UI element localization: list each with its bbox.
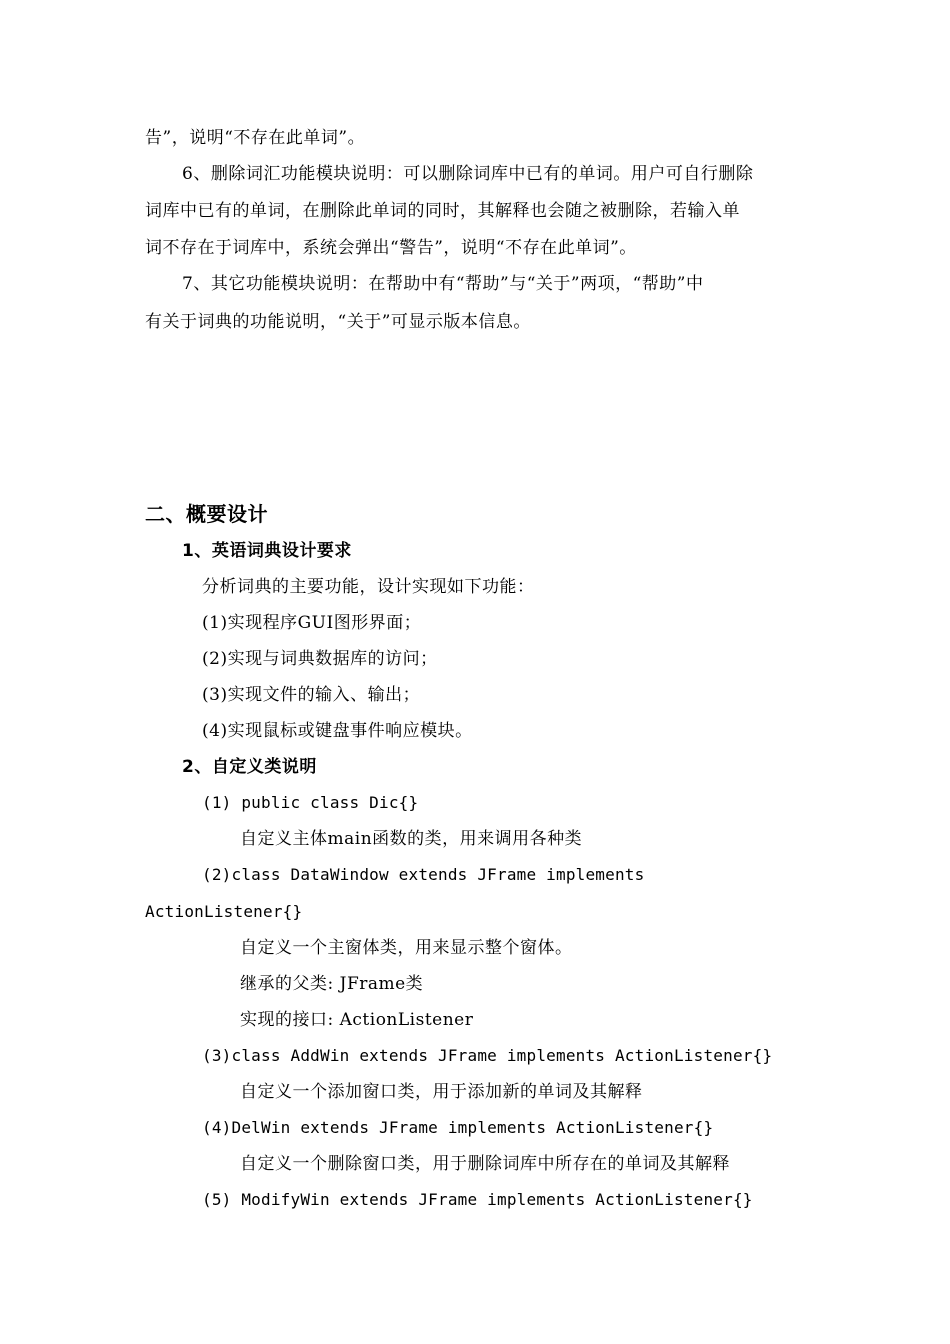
class-signature: (4)DelWin extends JFrame implements ActionListener{} [202,1118,714,1137]
paragraph-line: 7、其它功能模块说明：在帮助中有“帮助”与“关于”两项，“帮助”中 [182,274,704,294]
paragraph-line: 词库中已有的单词，在删除此单词的同时，其解释也会随之被删除，若输入单 [145,201,740,221]
list-item: (3)实现文件的输入、输出； [202,685,421,705]
subsection-heading: 2、自定义类说明 [182,757,317,777]
class-signature: (2)class DataWindow extends JFrame implements [202,865,645,884]
class-signature: (5) ModifyWin extends JFrame implements ActionListener{} [202,1190,753,1209]
paragraph-line: 告”，说明“不存在此单词”。 [145,128,366,148]
list-item: (1)实现程序GUI图形界面； [202,613,422,633]
paragraph-line: 6、删除词汇功能模块说明：可以删除词库中已有的单词。用户可自行删除 [182,164,754,184]
class-signature: ActionListener{} [145,902,303,921]
class-description: 自定义一个主窗体类，用来显示整个窗体。 [240,938,573,958]
class-parent: 继承的父类: JFrame类 [240,974,424,994]
class-description: 自定义一个添加窗口类，用于添加新的单词及其解释 [240,1082,643,1102]
class-interface: 实现的接口: ActionListener [240,1010,474,1030]
class-description: 自定义一个删除窗口类，用于删除词库中所存在的单词及其解释 [240,1154,730,1174]
class-signature: (1) public class Dic{} [202,793,419,812]
class-signature: (3)class AddWin extends JFrame implements ActionListener{} [202,1046,773,1065]
section-heading: 二、概要设计 [145,502,268,526]
list-item: (2)实现与词典数据库的访问； [202,649,438,669]
paragraph-line: 有关于词典的功能说明，“关于”可显示版本信息。 [145,312,531,332]
subsection-heading: 1、英语词典设计要求 [182,541,352,561]
paragraph-line: 分析词典的主要功能，设计实现如下功能： [202,577,535,597]
class-description: 自定义主体main函数的类，用来调用各种类 [240,829,583,849]
paragraph-line: 词不存在于词库中，系统会弹出“警告”，说明“不存在此单词”。 [145,238,637,258]
list-item: (4)实现鼠标或键盘事件响应模块。 [202,721,473,741]
